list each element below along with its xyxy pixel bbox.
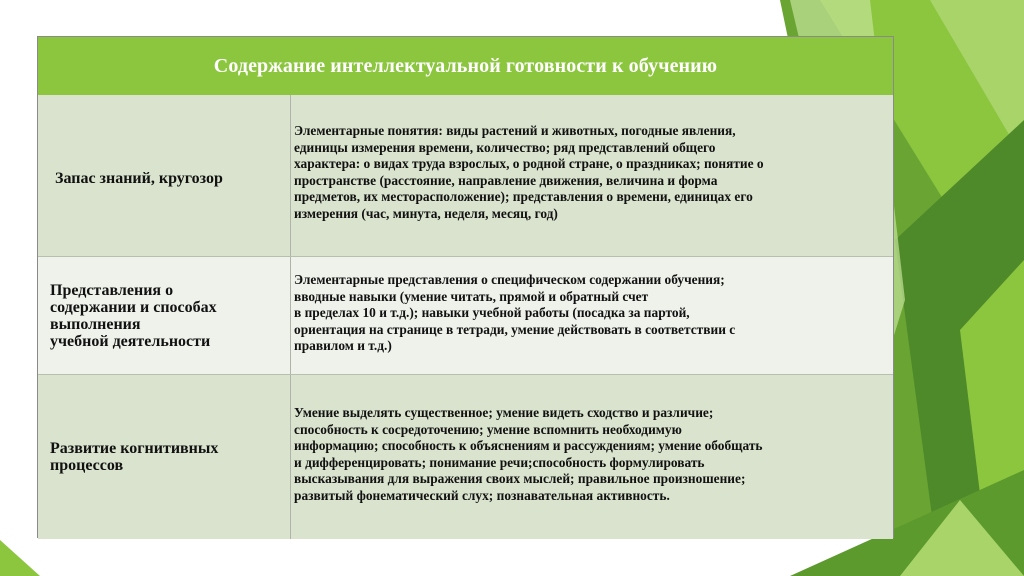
row-text-line: высказывания для выражения своих мыслей; правильное произношение; <box>294 471 746 486</box>
row-text-line: ориентация на странице в тетради, умение действовать в соответствии с <box>294 321 736 337</box>
row-text-line: в пределах 10 и т.д.); навыки учебной работы (посадка за партой, <box>294 305 690 320</box>
row-text-line: способность к сосредоточению; умение вспомнить необходимую <box>294 421 682 437</box>
row-text-line: пространстве (расстояние, направление движения, величина и форма <box>294 172 718 188</box>
table-title: Содержание интеллектуальной готовности к обучению <box>213 54 718 77</box>
row-label-cell <box>38 257 291 374</box>
row-text-line: Элементарные представления о специфическом содержании обучения; <box>294 272 725 287</box>
content-table <box>38 37 893 537</box>
row-label-cell <box>38 95 291 256</box>
table-row <box>38 374 893 539</box>
row-label-line: Развитие когнитивных <box>50 440 219 457</box>
row-text-line: правилом и т.д.) <box>294 338 392 353</box>
row-text-line: единицы измерения времени, количество; ряд представлений общего <box>294 139 716 155</box>
row-text-cell <box>291 375 893 539</box>
table-header <box>38 37 893 95</box>
table-row <box>38 95 893 256</box>
row-label-cell <box>38 375 291 539</box>
row-label-line: выполнения <box>50 315 141 333</box>
row-text-line: развитый фонематический слух; познавательная активность. <box>294 487 670 503</box>
row-text-line: вводные навыки (умение читать, прямой и обратный счет <box>294 288 649 304</box>
decor-facet <box>0 540 40 576</box>
row-label-line: процессов <box>50 457 124 474</box>
row-label-line: Представления о <box>50 281 174 299</box>
row-text-line: Элементарные понятия: виды растений и животных, погодные явления, <box>294 123 736 138</box>
row-label-line: Запас знаний, кругозор <box>55 170 223 187</box>
row-text-line: информацию; способность к объяснениям и рассуждениям; умение обобщать <box>294 438 763 453</box>
row-text-line: характера: о видах труда взрослых, о родной стране, о праздниках; понятие о <box>294 156 764 171</box>
row-text-line: предметов, их месторасположение); представления о времени, единицах его <box>294 189 753 204</box>
table-row <box>38 256 893 374</box>
row-label-line: учебной деятельности <box>50 332 211 350</box>
row-text-line: Умение выделять существенное; умение видеть сходство и различие; <box>294 405 714 420</box>
row-text-line: измерения (час, минута, неделя, месяц, год) <box>294 205 558 221</box>
row-label-line: содержании и способах <box>50 298 217 316</box>
row-text-cell <box>291 257 893 374</box>
row-text-cell <box>291 95 893 256</box>
row-text-line: и дифференцировать; понимание речи;способность формулировать <box>294 454 705 470</box>
